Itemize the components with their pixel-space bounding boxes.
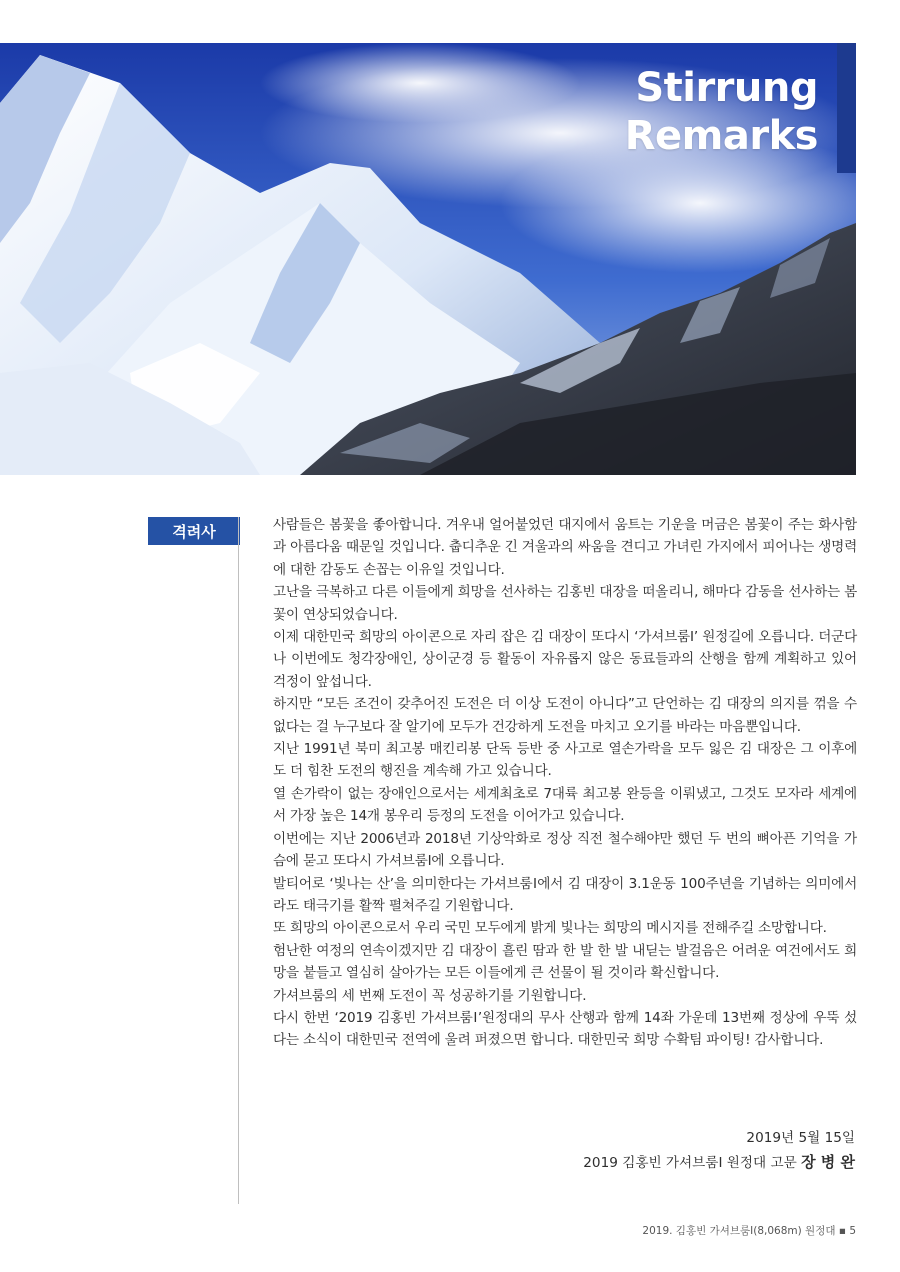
signature-affiliation: 2019 김홍빈 가셔브룸Ⅰ 원정대 고문: [583, 1155, 797, 1171]
section-tag: 격려사: [148, 517, 240, 545]
paragraph: 열 손가락이 없는 장애인으로서는 세계최초로 7대륙 최고봉 완등을 이뤄냈고, 그것도 모자라 세계에서 가장 높은 14개 봉우리 등정의 도전을 이어가고 있습니다.: [273, 785, 857, 825]
signature-line: [583, 1150, 855, 1175]
paragraph: 고난을 극복하고 다른 이들에게 희망을 선사하는 김홍빈 대장을 떠올리니, 해마다 감동을 선사하는 봄꽃이 연상되었습니다.: [273, 584, 857, 623]
signature-block: [583, 1126, 855, 1175]
paragraph: 험난한 여정의 연속이겠지만 김 대장이 흘린 땀과 한 발 한 발 내딛는 발걸음은 어려운 여건에서도 희망을 붙들고 열심히 살아가는 모든 이들에게 큰 선물이 될 것이라 확신합니다.: [273, 942, 857, 982]
footer-text: 2019. 김홍빈 가셔브룸Ⅰ(8,068m) 원정대: [642, 1225, 836, 1237]
letter-body: [273, 514, 857, 1052]
paragraph: 사람들은 봄꽃을 좋아합니다. 겨우내 얼어붙었던 대지에서 움트는 기운을 머금은 봄꽃이 주는 화사함과 아름다움 때문일 것입니다. 춥디추운 긴 겨울과의 싸움을 견디고 가녀린 가지에서 피어나는 생명력에 대한 감동도 손꼽는 이유일 것입니다.: [273, 517, 857, 578]
signature-date: 2019년 5월 15일: [746, 1130, 855, 1146]
paragraph: 이번에는 지난 2006년과 2018년 기상악화로 정상 직전 철수해야만 했던 두 번의 뼈아픈 기억을 가슴에 묻고 또다시 가셔브룸Ⅰ에 오릅니다.: [273, 830, 857, 870]
page-number: 5: [849, 1225, 856, 1237]
title-accent-bar: [837, 43, 856, 173]
paragraph: 지난 1991년 북미 최고봉 매킨리봉 단독 등반 중 사고로 열손가락을 모두 잃은 김 대장은 그 이후에도 더 힘찬 도전의 행진을 계속해 가고 있습니다.: [273, 741, 857, 780]
paragraph: 이제 대한민국 희망의 아이콘으로 자리 잡은 김 대장이 또다시 ‘가셔브룸Ⅰ’ 원정길에 오릅니다. 더군다나 이번에도 청각장애인, 상이군경 등 활동이 자유롭지 않은 동료들과의 산행을 함께 계획하고 있어 걱정이 앞섭니다.: [273, 629, 857, 690]
paragraph: 가셔브룸의 세 번째 도전이 꼭 성공하기를 기원합니다.: [273, 987, 587, 1004]
page-title: [625, 64, 818, 160]
paragraph: 하지만 “모든 조건이 갖추어진 도전은 더 이상 도전이 아니다”고 단언하는 김 대장의 의지를 꺾을 수 없다는 걸 누구보다 잘 알기에 모두가 건강하게 도전을 마치고 오기를 바라는 마음뿐입니다.: [273, 696, 857, 735]
paragraph: 또 희망의 아이콘으로서 우리 국민 모두에게 밝게 빛나는 희망의 메시지를 전해주길 소망합니다.: [273, 920, 827, 937]
paragraph: 발티어로 ‘빛나는 산’을 의미한다는 가셔브룸Ⅰ에서 김 대장이 3.1운동 100주년을 기념하는 의미에서라도 태극기를 활짝 펼쳐주길 기원합니다.: [273, 875, 857, 914]
signature-name: 장 병 완: [801, 1153, 855, 1171]
footer-separator: ▪: [838, 1225, 850, 1237]
page-footer: [642, 1223, 856, 1238]
section-divider-line: [238, 517, 239, 1204]
paragraph: 다시 한번 ‘2019 김홍빈 가셔브룸Ⅰ’원정대의 무사 산행과 함께 14좌 가운데 13번째 정상에 우뚝 섰다는 소식이 대한민국 전역에 울려 퍼졌으면 합니다. 대한민국 희망 수확팀 파이팅! 감사합니다.: [273, 1009, 857, 1049]
title-line-2: Remarks: [624, 113, 818, 159]
title-line-1: Stirrung: [635, 65, 818, 111]
